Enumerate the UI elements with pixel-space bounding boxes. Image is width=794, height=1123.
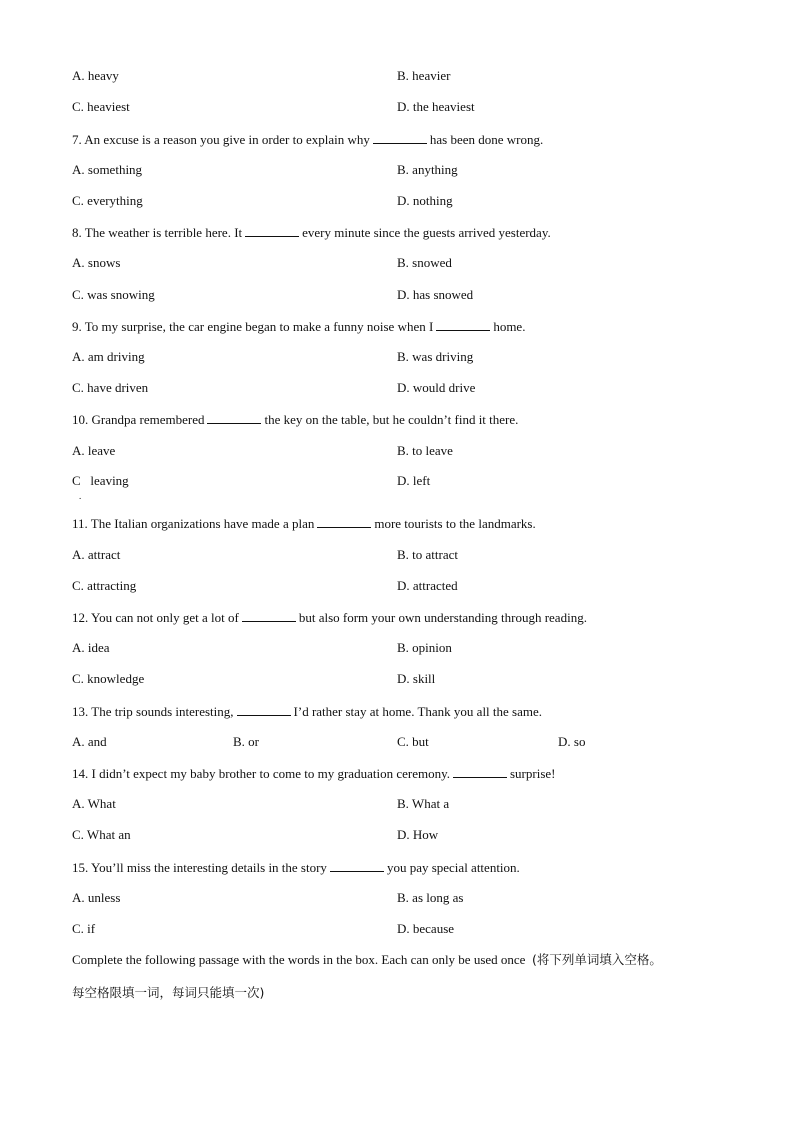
q14-option-d: D. How (397, 827, 439, 842)
q11-stem-pre: 11. The Italian organizations have made a plan (72, 516, 315, 531)
q11-stem-post: more tourists to the landmarks. (374, 516, 536, 531)
q12-stem (72, 609, 587, 626)
q14-option-c: C. What an (72, 827, 131, 842)
q9-option-c: C. have driven (72, 380, 149, 395)
q8-option-d: D. has snowed (397, 287, 474, 302)
q8-blank (245, 224, 299, 237)
q13-stem (72, 703, 542, 720)
q12-blank (242, 609, 296, 622)
q15-stem-pre: 15. You’ll miss the interesting details in the story (72, 860, 327, 875)
q12-stem-post: but also form your own understanding through reading. (298, 610, 587, 625)
q8-option-c: C. was snowing (72, 287, 155, 302)
q8-option-b: B. snowed (397, 255, 452, 270)
q6-option-a: A. heavy (72, 68, 119, 83)
q10-stray-dot: . (79, 491, 82, 501)
q10-stem-post: the key on the table, but he couldn’t find it there. (264, 412, 519, 427)
q15-option-d: D. because (397, 921, 455, 936)
q10-option-d: D. left (397, 473, 431, 488)
q10-blank (207, 411, 261, 424)
q13-option-b: B. or (233, 734, 259, 749)
q14-option-b: B. What a (397, 796, 450, 811)
q15-stem (72, 859, 520, 876)
q11-blank (317, 515, 371, 528)
q7-option-a: A. something (72, 162, 143, 177)
q15-blank (330, 859, 384, 872)
q15-stem-post: you pay special attention. (386, 860, 520, 875)
q14-stem-post: surprise! (509, 766, 556, 781)
q13-option-a: A. and (72, 734, 107, 749)
q12-option-a: A. idea (72, 640, 110, 655)
q15-option-b: B. as long as (397, 890, 464, 905)
q14-option-a: A. What (72, 796, 116, 811)
q6-option-c: C. heaviest (72, 99, 130, 114)
q7-option-c: C. everything (72, 193, 143, 208)
q11-option-b: B. to attract (397, 547, 459, 562)
q12-option-d: D. skill (397, 671, 436, 686)
q8-stem (72, 224, 551, 241)
q11-stem (72, 515, 536, 532)
instructions-english: Complete the following passage with the words in the box. Each can only be used once (72, 952, 526, 967)
q10-option-a: A. leave (72, 443, 116, 458)
q13-stem-post: I’d rather stay at home. Thank you all the same. (293, 704, 543, 719)
q8-option-a: A. snows (72, 255, 121, 270)
q9-blank (436, 318, 490, 331)
q11-option-c: C. attracting (72, 578, 137, 593)
q6-option-b: B. heavier (397, 68, 451, 83)
q8-stem-post: every minute since the guests arrived yesterday. (302, 225, 551, 240)
q12-stem-pre: 12. You can not only get a lot of (72, 610, 239, 625)
q7-stem-post: has been done wrong. (429, 132, 544, 147)
q11-option-d: D. attracted (397, 578, 458, 593)
q12-option-b: B. opinion (397, 640, 452, 655)
q9-option-a: A. am driving (72, 349, 145, 364)
q7-stem-pre: 7. An excuse is a reason you give in order to explain why (72, 132, 370, 147)
q9-stem-post: home. (493, 319, 526, 334)
q13-stem-pre: 13. The trip sounds interesting, (72, 704, 234, 719)
q11-option-a: A. attract (72, 547, 121, 562)
q10-option-c: C leaving (72, 473, 129, 488)
q7-stem (72, 131, 543, 148)
q13-option-d: D. so (558, 734, 586, 749)
q14-blank (453, 765, 507, 778)
section-instructions (72, 952, 662, 968)
q9-option-b: B. was driving (397, 349, 474, 364)
q9-option-d: D. would drive (397, 380, 476, 395)
q6-option-d: D. the heaviest (397, 99, 475, 114)
q12-option-c: C. knowledge (72, 671, 145, 686)
q10-stem-pre: 10. Grandpa remembered (72, 412, 205, 427)
q15-option-a: A. unless (72, 890, 121, 905)
q9-stem-pre: 9. To my surprise, the car engine began to make a funny noise when I (72, 319, 434, 334)
q7-blank (373, 131, 427, 144)
instructions-chinese-line1: (将下列单词填入空格。 (531, 952, 662, 967)
q14-stem (72, 765, 555, 782)
q9-stem (72, 318, 525, 335)
q15-option-c: C. if (72, 921, 96, 936)
instructions-chinese-line2: 每空格限填一词，每词只能填一次) (72, 985, 265, 1000)
q10-option-b: B. to leave (397, 443, 453, 458)
q7-option-d: D. nothing (397, 193, 453, 208)
q7-option-b: B. anything (397, 162, 458, 177)
q10-stem (72, 411, 518, 428)
q14-stem-pre: 14. I didn’t expect my baby brother to come to my graduation ceremony. (72, 766, 450, 781)
q13-option-c: C. but (397, 734, 429, 749)
q13-blank (237, 703, 291, 716)
q8-stem-pre: 8. The weather is terrible here. It (72, 225, 243, 240)
